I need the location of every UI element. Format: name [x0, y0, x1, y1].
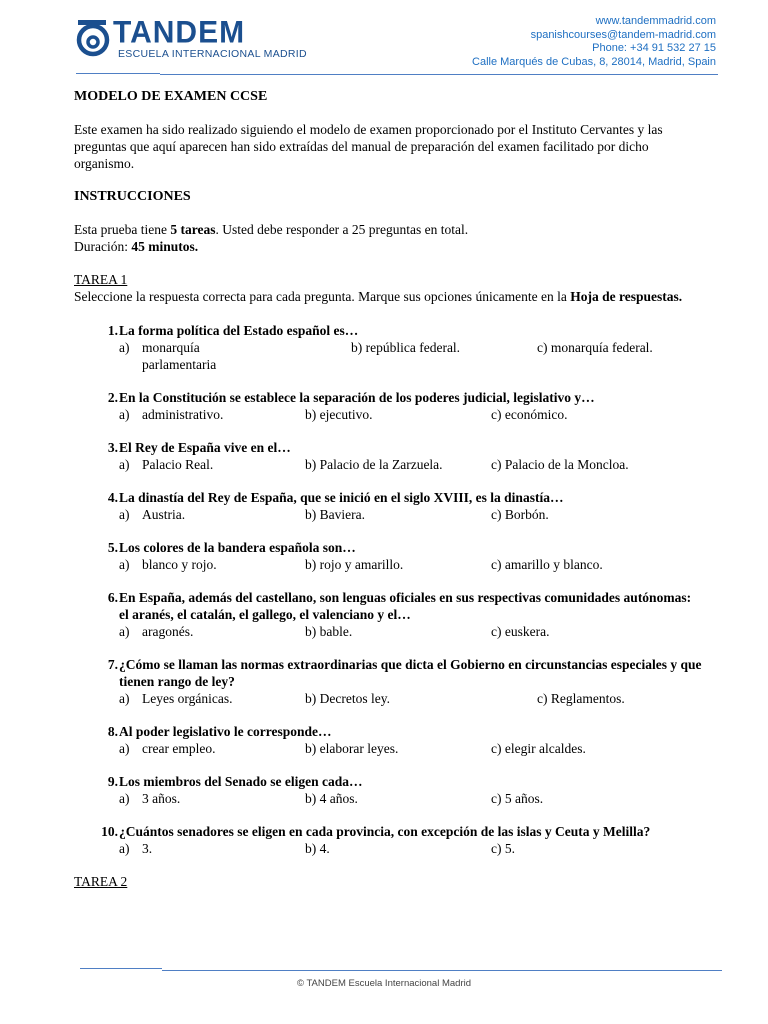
question-number: 5.	[107, 540, 118, 555]
answer-options	[119, 506, 704, 523]
question-number: 1.	[107, 323, 118, 338]
answer-options	[119, 406, 704, 423]
intro-paragraph: Este examen ha sido realizado siguiendo el modelo de examen proporcionado por el Instituto Cervantes y las preguntas que aquí aparecen han sido extraídas del manual de preparación del examen facilitado por dicho organismo.	[74, 122, 663, 171]
tandem-logo-icon	[76, 18, 112, 58]
option-a-text: administrativo.	[142, 407, 224, 422]
brand-name: TANDEM	[113, 15, 246, 50]
option-c[interactable]: c) amarillo y blanco.	[491, 557, 603, 572]
option-b[interactable]: b) Baviera.	[305, 507, 365, 522]
option-a-letter: a)	[119, 407, 130, 422]
option-b[interactable]: b) rojo y amarillo.	[305, 557, 404, 572]
option-a-text: 3 años.	[142, 791, 181, 806]
test-info-post: . Usted debe responder a 25 preguntas en total.	[215, 222, 469, 237]
option-a-text: Palacio Real.	[142, 457, 214, 472]
option-a-text: aragonés.	[142, 624, 194, 639]
question-item	[74, 823, 704, 857]
question-item	[74, 389, 704, 423]
option-c[interactable]: c) Palacio de la Moncloa.	[491, 457, 629, 472]
question-text: ¿Cómo se llaman las normas extraordinarias que dicta el Gobierno en circunstancias especiales y que tienen rango de ley?	[119, 657, 702, 689]
option-a-letter: a)	[119, 841, 130, 856]
option-a-text: crear empleo.	[142, 741, 216, 756]
question-number: 4.	[107, 490, 118, 505]
question-text: En la Constitución se establece la separación de los poderes judicial, legislativo y…	[119, 390, 595, 405]
tandem-logo	[76, 15, 307, 62]
option-b[interactable]: b) Decretos ley.	[305, 691, 390, 706]
question-item	[74, 723, 704, 757]
brand-subtitle: ESCUELA INTERNACIONAL MADRID	[118, 48, 307, 60]
test-info	[74, 221, 704, 238]
question-item	[74, 489, 704, 523]
option-c[interactable]: c) Borbón.	[491, 507, 549, 522]
question-number: 3.	[107, 440, 118, 455]
page-title: MODELO DE EXAMEN CCSE	[74, 89, 268, 104]
option-c[interactable]: c) monarquía federal.	[537, 340, 653, 355]
question-text: La forma política del Estado español es…	[119, 323, 359, 338]
question-text: ¿Cuántos senadores se eligen en cada provincia, con excepción de las islas y Ceuta y Melilla?	[119, 824, 651, 839]
question-number: 10.	[101, 824, 118, 839]
option-b[interactable]: b) 4.	[305, 841, 330, 856]
option-a-letter: a)	[119, 691, 130, 706]
answer-options	[119, 456, 704, 473]
option-a-letter: a)	[119, 507, 130, 522]
question-item	[74, 589, 704, 640]
question-item	[74, 656, 704, 707]
question-text: La dinastía del Rey de España, que se inició en el siglo XVIII, es la dinastía…	[119, 490, 564, 505]
question-number: 6.	[107, 590, 118, 605]
tarea-1-instructions	[74, 288, 704, 305]
tarea-1-instructions-text: Seleccione la respuesta correcta para cada pregunta. Marque sus opciones únicamente en la	[74, 289, 571, 304]
duration-value: 45 minutos.	[131, 239, 199, 254]
answer-options	[119, 690, 704, 707]
answer-sheet-ref: Hoja de respuestas.	[570, 289, 683, 304]
option-a-text: Leyes orgánicas.	[142, 691, 233, 706]
option-c[interactable]: c) 5 años.	[491, 791, 544, 806]
address: Calle Marqués de Cubas, 8, 28014, Madrid, Spain	[472, 55, 716, 68]
answer-options	[119, 339, 704, 373]
duration	[74, 238, 704, 255]
footer-copyright: © TANDEM Escuela Internacional Madrid	[296, 978, 472, 989]
option-b[interactable]: b) Palacio de la Zarzuela.	[305, 457, 443, 472]
answer-options	[119, 740, 704, 757]
tarea-1-heading: TAREA 1	[74, 272, 128, 287]
question-number: 7.	[107, 657, 118, 672]
answer-options	[119, 790, 704, 807]
option-a-text: blanco y rojo.	[142, 557, 217, 572]
question-item	[74, 322, 704, 373]
instructions-heading: INSTRUCCIONES	[74, 189, 191, 204]
tarea-2-heading: TAREA 2	[74, 874, 128, 889]
option-b[interactable]: b) república federal.	[351, 340, 461, 355]
question-text: Los colores de la bandera española son…	[119, 540, 356, 555]
question-item	[74, 439, 704, 473]
question-text: Al poder legislativo le corresponde…	[119, 724, 332, 739]
question-number: 2.	[107, 390, 118, 405]
test-info-bold: 5 tareas	[170, 222, 216, 237]
answer-options	[119, 840, 704, 857]
option-a-letter: a)	[119, 340, 130, 355]
question-list	[74, 322, 704, 857]
question-item	[74, 539, 704, 573]
option-a-text: Austria.	[142, 507, 186, 522]
header-rule-left	[76, 73, 160, 74]
website-link[interactable]: www.tandemmadrid.com	[595, 15, 716, 27]
option-c[interactable]: c) 5.	[491, 841, 515, 856]
footer-rule-right	[162, 970, 722, 971]
option-c[interactable]: c) Reglamentos.	[537, 691, 625, 706]
option-b[interactable]: b) ejecutivo.	[305, 407, 373, 422]
option-c[interactable]: c) elegir alcaldes.	[491, 741, 586, 756]
duration-label: Duración:	[74, 239, 132, 254]
option-a-letter: a)	[119, 624, 130, 639]
option-a-letter: a)	[119, 557, 130, 572]
question-item	[74, 773, 704, 807]
email-link[interactable]: spanishcourses@tandem-madrid.com	[530, 28, 716, 41]
option-b[interactable]: b) 4 años.	[305, 791, 358, 806]
test-info-pre: Esta prueba tiene	[74, 222, 171, 237]
answer-options	[119, 556, 704, 573]
option-b[interactable]: b) bable.	[305, 624, 353, 639]
option-c[interactable]: c) euskera.	[491, 624, 550, 639]
option-c[interactable]: c) económico.	[491, 407, 568, 422]
option-a-letter: a)	[119, 791, 130, 806]
option-a-letter: a)	[119, 457, 130, 472]
option-a-text: 3.	[142, 841, 153, 856]
footer-rule-left	[80, 968, 162, 969]
phone-number: Phone: +34 91 532 27 15	[592, 42, 716, 54]
contact-block	[472, 15, 716, 69]
question-text: En España, además del castellano, son lenguas oficiales en sus respectivas comunidades autónomas: el aranés, el catalán, el gallego, el valenciano y el…	[119, 590, 692, 622]
question-text: El Rey de España vive en el…	[119, 440, 291, 455]
question-text: Los miembros del Senado se eligen cada…	[119, 774, 363, 789]
option-a-text: monarquía parlamentaria	[142, 340, 217, 372]
option-a-letter: a)	[119, 741, 130, 756]
question-number: 8.	[107, 724, 118, 739]
option-b[interactable]: b) elaborar leyes.	[305, 741, 399, 756]
document-body	[74, 88, 704, 890]
question-number: 9.	[107, 774, 118, 789]
header-rule-right	[160, 74, 718, 75]
answer-options	[119, 623, 704, 640]
